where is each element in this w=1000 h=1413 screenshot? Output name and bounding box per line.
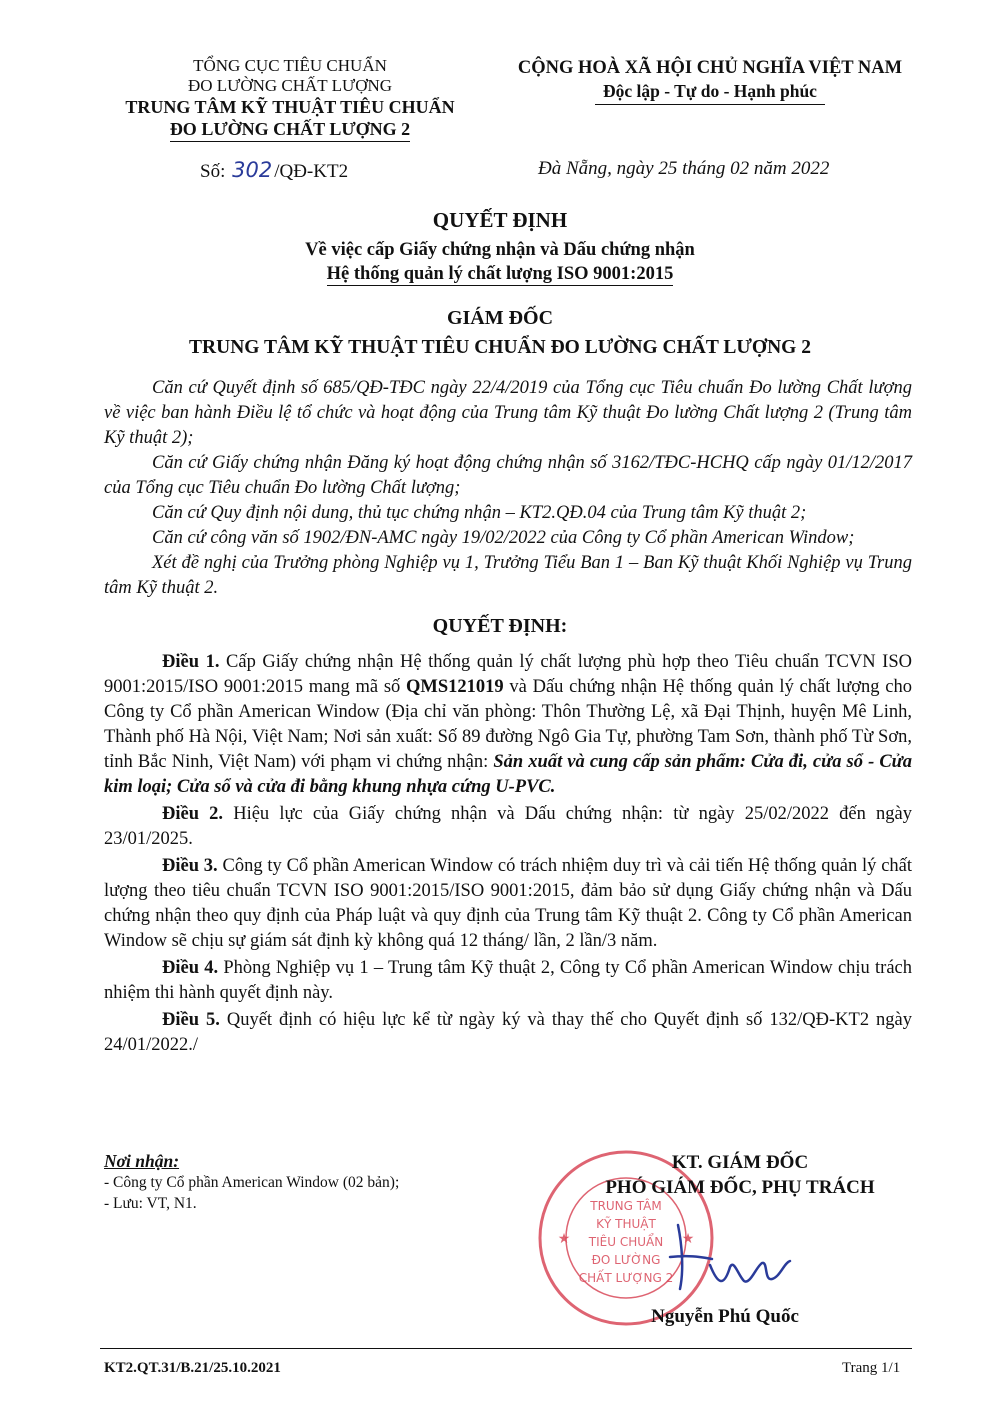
place-date: Đà Nẵng, ngày 25 tháng 02 năm 2022: [538, 158, 830, 179]
document-number: [200, 158, 348, 183]
svg-text:KỸ THUẬT: KỸ THUẬT: [596, 1217, 656, 1231]
article-1-text-1: Cấp Giấy chứng nhận Hệ thống quản lý chất lượng phù hợp theo Tiêu chuẩn TCVN ISO 9001:2015/ISO 9001:2015 mang mã số: [104, 652, 912, 697]
svg-text:ĐO LƯỜNG: ĐO LƯỜNG: [591, 1253, 661, 1267]
svg-text:TIÊU CHUẨN: TIÊU CHUẨN: [588, 1235, 664, 1249]
article-5: [104, 1008, 912, 1058]
basis-item: Căn cứ Giấy chứng nhận Đăng ký hoạt động chứng nhận số 3162/TĐC-HCHQ cấp ngày 01/12/2017 của Tổng cục Tiêu chuẩn Đo lường Chất lượng;: [104, 453, 912, 498]
certification-scope: Sản xuất và cung cấp sản phẩm: Cửa đi, cửa sổ - Cửa kim loại; Cửa sổ và cửa đi bằng khung nhựa cứng U-PVC.: [104, 752, 913, 797]
article-3-text: Công ty Cổ phần American Window có trách nhiệm duy trì và cải tiến Hệ thống quản lý chất lượng theo tiêu chuẩn TCVN ISO 9001:2015/ISO 9001:2015, đảm bảo sử dụng Giấy chứng nhận và Dấu chứng nhận theo quy định của Pháp luật và quy định của Trung tâm Kỹ thuật 2. Công ty Cổ phần American Window sẽ chịu sự giám sát định kỳ không quá 12 tháng/ lần, 2 lần/3 năm.: [104, 856, 913, 951]
article-4-text: Phòng Nghiệp vụ 1 – Trung tâm Kỹ thuật 2, Công ty Cổ phần American Window chịu trách nhiệm thi hành quyết định này.: [104, 958, 912, 1003]
recipients: [104, 1150, 524, 1214]
authority-center: TRUNG TÂM KỸ THUẬT TIÊU CHUẨN ĐO LƯỜNG CHẤT LƯỢNG 2: [189, 337, 811, 358]
page-number: Trang 1/1: [842, 1360, 901, 1376]
basis-item: Căn cứ Quyết định số 685/QĐ-TĐC ngày 22/4/2019 của Tổng cục Tiêu chuẩn Đo lường Chất lượng về việc ban hành Điều lệ tổ chức và hoạt động của Trung tâm Kỹ thuật Đo lường Chất lượng 2 (Trung tâm Kỹ thuật 2);: [104, 378, 912, 448]
decision-heading: QUYẾT ĐỊNH:: [432, 615, 568, 637]
recipient-item: - Lưu: VT, N1.: [104, 1195, 197, 1212]
doc-number-handwritten: 302: [232, 158, 273, 182]
svg-text:CHẤT LƯỢNG 2: CHẤT LƯỢNG 2: [578, 1271, 674, 1285]
authority-title: GIÁM ĐỐC: [446, 307, 554, 329]
article-2: [104, 802, 912, 852]
signer-name: Nguyễn Phú Quốc: [651, 1306, 799, 1327]
agency-line-1: TỔNG CỤC TIÊU CHUẨN: [193, 56, 387, 75]
basis-item: Căn cứ Quy định nội dung, thủ tục chứng nhận – KT2.QĐ.04 của Trung tâm Kỹ thuật 2;: [152, 503, 807, 523]
svg-text:★: ★: [681, 1231, 695, 1247]
certificate-code: QMS121019: [406, 677, 504, 697]
article-1-label: Điều 1.: [162, 652, 220, 672]
article-2-label: Điều 2.: [162, 804, 224, 824]
center-line-1: TRUNG TÂM KỸ THUẬT TIÊU CHUẨN: [125, 97, 455, 117]
handwritten-signature-icon: [660, 1215, 810, 1295]
article-3-label: Điều 3.: [162, 856, 218, 876]
national-header: [495, 56, 925, 105]
svg-text:★: ★: [557, 1231, 571, 1247]
signature-title-1: KT. GIÁM ĐỐC: [671, 1152, 809, 1173]
article-2-text: Hiệu lực của Giấy chứng nhận và Dấu chứng nhận: từ ngày 25/02/2022 đến ngày 23/01/2025.: [104, 804, 912, 849]
signature-block: [540, 1150, 940, 1200]
recipients-title: Nơi nhận:: [104, 1151, 180, 1171]
svg-text:TRUNG TÂM: TRUNG TÂM: [590, 1199, 662, 1213]
article-3: [104, 854, 912, 954]
nation-name: CỘNG HOÀ XÃ HỘI CHỦ NGHĨA VIỆT NAM: [517, 58, 903, 78]
article-4-label: Điều 4.: [162, 958, 219, 978]
doc-number-prefix: Số:: [200, 161, 226, 182]
center-line-2: ĐO LƯỜNG CHẤT LƯỢNG 2: [170, 118, 410, 142]
form-code: KT2.QT.31/B.21/25.10.2021: [104, 1360, 281, 1376]
footer-divider: [100, 1348, 912, 1349]
legal-bases: [104, 376, 912, 601]
basis-item: Căn cứ công văn số 1902/ĐN-AMC ngày 19/02/2022 của Công ty Cổ phần American Window;: [152, 528, 855, 548]
signature-title-2: PHÓ GIÁM ĐỐC, PHỤ TRÁCH: [605, 1177, 875, 1198]
article-4: [104, 956, 912, 1006]
agency-line-2: ĐO LƯỜNG CHẤT LƯỢNG: [187, 76, 393, 95]
decision-subject-1: Về việc cấp Giấy chứng nhận và Dấu chứng nhận: [305, 240, 695, 260]
recipient-item: - Công ty Cổ phần American Window (02 bản);: [104, 1174, 400, 1191]
doc-number-suffix: /QĐ-KT2: [274, 161, 349, 182]
article-5-text: Quyết định có hiệu lực kể từ ngày ký và thay thế cho Quyết định số 132/QĐ-KT2 ngày 24/01/2022./: [104, 1010, 913, 1055]
decision-title: QUYẾT ĐỊNH: [432, 208, 568, 232]
article-1: [104, 650, 912, 800]
basis-item: Xét đề nghị của Trưởng phòng Nghiệp vụ 1, Trưởng Tiểu Ban 1 – Ban Kỹ thuật Khối Nghiệp vụ Trung tâm Kỹ thuật 2.: [104, 553, 912, 598]
article-5-label: Điều 5.: [162, 1010, 220, 1030]
issuing-agency: [100, 56, 480, 142]
decision-subject-2: Hệ thống quản lý chất lượng ISO 9001:2015: [326, 264, 674, 284]
national-motto: Độc lập - Tự do - Hạnh phúc: [595, 80, 825, 105]
articles: [104, 650, 912, 1060]
article-1-text-2: và Dấu chứng nhận Hệ thống quản lý chất lượng cho Công ty Cổ phần American Window (Địa chỉ văn phòng: Thôn Thường Lệ, xã Đại Thịnh, huyện Mê Linh, Thành phố Hà Nội, Việt Nam; Nơi sản xuất: Số 89 đường Ngô Gia Tự, phường Tam Sơn, thành phố Từ Sơn, tỉnh Bắc Ninh, Việt Nam) với phạm vi chứng nhận:: [104, 677, 912, 772]
